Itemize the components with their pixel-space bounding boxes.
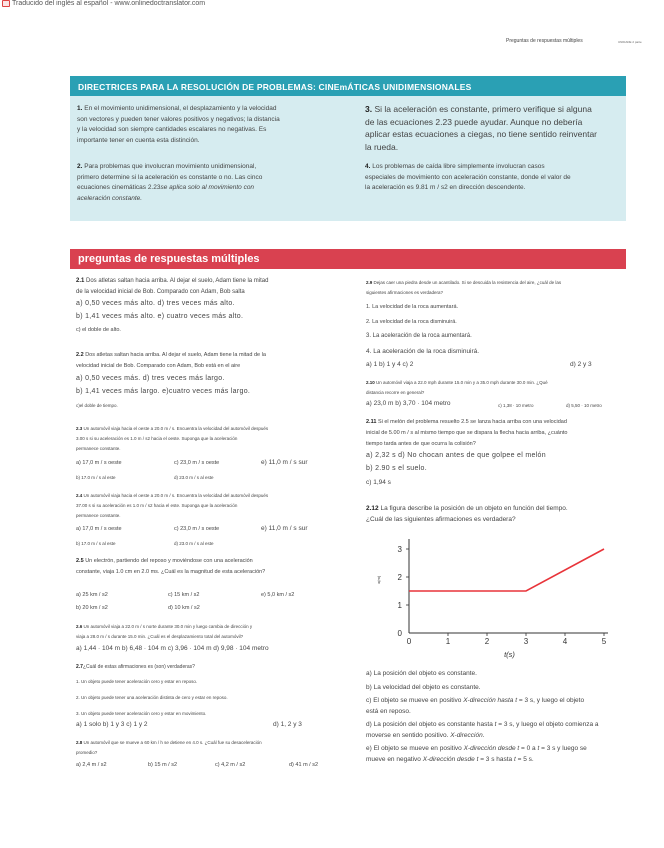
q2-3-option: a) 17,0 m / s oeste: [76, 460, 122, 466]
page-header-title: Preguntas de respuestas múltiples: [506, 38, 583, 44]
position-series-line: [409, 549, 604, 591]
q2-7-options: a) 1 solo b) 1 y 3 c) 1 y 2: [76, 721, 148, 728]
q2-9-statement: 1. La velocidad de la roca aumentará.: [366, 304, 459, 310]
position-time-graph: [366, 533, 616, 663]
q2-12-stem-2: ¿Cuál de las siguientes afirmaciones es verdadera?: [366, 516, 516, 523]
x-tick-label: 5: [601, 637, 607, 646]
q2-10-options: a) 23,0 m b) 3,70 · 104 metro: [366, 400, 451, 407]
q2-6-stem-2: viaja a 28.0 m / s durante 15.0 min. ¿Cuál es el desplazamiento total del automóvil?: [76, 634, 244, 639]
q2-1-option: a) 0,50 veces más alto. d) tres veces más alto.: [76, 300, 235, 307]
q2-3-stem-3: permanece constante.: [76, 446, 121, 451]
q2-11-stem-3: tiempo tarda antes de que ocurra la colisión?: [366, 441, 476, 447]
guidelines-title: DIRECTRICES PARA LA RESOLUCIÓN DE PROBLEMAS: CINEmÁTICAS UNIDIMENSIONALES: [70, 76, 626, 96]
x-tick-label: 0: [406, 637, 412, 646]
q2-5-stem: 2.5 Un electrón, partiendo del reposo y moviéndose con una aceleración: [76, 558, 253, 564]
q2-8-stem-2: promedio?: [76, 750, 98, 755]
q2-11-option: c) 1,94 s: [366, 479, 391, 486]
q2-2-option: c)el doble de tiempo.: [76, 403, 118, 408]
q2-11-stem: 2.11 Si el melón del problema resuelto 2.5 se lanza hacia arriba con una velocidad: [366, 419, 567, 425]
q2-1-option: b) 1,41 veces más alto. e) cuatro veces más alto.: [76, 313, 244, 320]
q2-10-option-c: c) 1,38 · 10 metro: [498, 403, 534, 408]
page-header-unit: UNIDADE 2 parte: [618, 40, 642, 44]
q2-12-option-d: d) La posición del objeto es constante hasta t = 3 s, y luego el objeto comienza a: [366, 721, 599, 728]
y-tick-label: 1: [397, 601, 402, 610]
x-tick-label: 2: [484, 637, 490, 646]
q2-4-option: d) 23.0 m / s al este: [174, 541, 214, 546]
q2-3-stem-2: 3.00 s si su aceleración es 1.0 m / s2 hacia el oeste. Suponga que la aceleración: [76, 436, 238, 441]
q2-6-options: a) 1,44 · 104 m b) 6,48 · 104 m c) 3,96 · 104 m d) 9,98 · 104 metro: [76, 645, 269, 652]
q2-12-option-e: e) El objeto se mueve en positivo X-dirección desde t = 0 a t = 3 s y luego se: [366, 745, 587, 752]
q2-5-option: b) 20 km / s2: [76, 605, 108, 611]
q2-2-stem-2: velocidad inicial de Bob. Comparado con Adam, Bob está en el aire: [76, 363, 241, 369]
q2-9-option-d: d) 2 y 3: [570, 361, 592, 368]
mc-section-title: preguntas de respuestas múltiples: [70, 249, 626, 269]
y-axis-label: x(m): [376, 575, 381, 584]
q2-4-stem-3: permanece constante.: [76, 513, 121, 518]
guideline-3: 3. Si la aceleración es constante, primero verifique si alguna de las ecuaciones 2.23 puede ayudar. Aunque no debería aplicar estas ecuaciones a ciegas, no tiene sentido reinventar la rueda.: [365, 104, 598, 152]
q2-9-statement: 2. La velocidad de la roca disminuirá.: [366, 319, 457, 325]
q2-8-option: c) 4,2 m / s2: [215, 762, 246, 768]
q2-2-option: b) 1,41 veces más largo. e)cuatro veces más largo.: [76, 388, 251, 395]
q2-4-stem: 2.4 Un automóvil viaja hacia el oeste a 20.0 m / s. Encuentra la velocidad del automóvil después: [76, 493, 269, 498]
q2-3-option: b) 17.0 m / s al este: [76, 475, 116, 480]
guidelines-box: [70, 76, 626, 221]
q2-12-option-d-2: moverse en sentido positivo. X-dirección.: [366, 732, 485, 739]
q2-8-option: b) 15 m / s2: [148, 762, 178, 768]
q2-8-option: a) 2,4 m / s2: [76, 762, 107, 768]
q2-5-stem-2: constante, viaja 1.0 cm en 2.0 ms. ¿Cuál es la magnitud de esta aceleración?: [76, 569, 266, 575]
q2-10-option-d: d) 5,50 · 10 metro: [566, 403, 602, 408]
q2-8-option: d) 41 m / s2: [289, 762, 319, 768]
q2-4-option: c) 23,0 m / s oeste: [174, 526, 220, 532]
q2-12-option: b) La velocidad del objeto es constante.: [366, 684, 481, 691]
q2-10-stem-2: distancia recorre en general?: [366, 390, 425, 395]
x-tick-label: 4: [562, 637, 568, 646]
q2-12-option-e-2: mueve en negativo X-dirección desde t = 3 s hasta t = 5 s.: [366, 756, 534, 763]
guideline-1: 1. En el movimiento unidimensional, el desplazamiento y la velocidad son vectores y pueden tener valores positivos y negativos; la distancia y la velocidad son siempre cantidades escalares no negativas. Es importante tener en cuenta esta distinción.: [77, 105, 280, 144]
q2-4-option: a) 17,0 m / s oeste: [76, 526, 122, 532]
q2-10-stem: 2.10 Un automóvil viaja a 22.0 mph durante 15.0 min y a 35.0 mph durante 30.0 min. ¿Qué: [366, 380, 548, 385]
q2-12-stem: 2.12 La figura describe la posición de un objeto en función del tiempo.: [366, 505, 568, 512]
q2-5-option: a) 25 km / s2: [76, 592, 108, 598]
q2-2-stem: 2.2 Dos atletas saltan hacia arriba. Al dejar el suelo, Adam tiene la mitad de la: [76, 352, 266, 358]
x-axis-label: t(s): [504, 650, 515, 659]
q2-12-option: a) La posición del objeto es constante.: [366, 670, 477, 677]
q2-9-statement: 4. La aceleración de la roca disminuirá.: [366, 348, 480, 355]
q2-2-option: a) 0,50 veces más. d) tres veces más largo.: [76, 375, 225, 382]
q2-9-statement: 3. La aceleración de la roca aumentará.: [366, 333, 472, 339]
q2-5-option: e) 5,0 km / s2: [261, 592, 295, 598]
translate-icon: [2, 0, 10, 7]
q2-9-stem-2: siguientes afirmaciones es verdadera?: [366, 290, 444, 295]
q2-7-statement: 1. Un objeto puede tener aceleración cero y estar en reposo.: [76, 679, 198, 684]
q2-4-option: b) 17.0 m / s al este: [76, 541, 116, 546]
q2-12-option-c: c) El objeto se mueve en positivo X-dirección hasta t = 3 s, y luego el objeto: [366, 697, 585, 704]
y-tick-label: 0: [397, 629, 402, 638]
q2-11-option: b) 2.90 s el suelo.: [366, 465, 427, 472]
q2-6-stem: 2.6 Un automóvil viaja a 22.0 m / s norte durante 30.0 min y luego cambia de dirección y: [76, 624, 253, 629]
q2-7-option-d: d) 1, 2 y 3: [273, 721, 302, 728]
q2-5-option: c) 15 km / s2: [168, 592, 200, 598]
guideline-2: 2. Para problemas que involucran movimiento unidimensional, primero determine si la aceleración es constante o no. Las cinco ecuaciones cinemáticas 2.23se aplica solo al movimiento con aceleración constante.: [77, 163, 263, 202]
q2-4-option: e) 11,0 m / s sur: [261, 525, 308, 532]
q2-5-option: d) 10 km / s2: [168, 605, 200, 611]
translator-text: Traducido del inglés al español - www.onlinedoctranslator.com: [12, 0, 206, 7]
x-tick-label: 3: [523, 637, 529, 646]
q2-9-options: a) 1 b) 1 y 4 c) 2: [366, 361, 414, 368]
q2-3-option: d) 23.0 m / s al este: [174, 475, 214, 480]
q2-7-stem: 2.7¿Cuál de estas afirmaciones es (son) verdaderas?: [76, 664, 195, 670]
y-tick-label: 2: [397, 573, 402, 582]
q2-9-stem: 2.9 Dejas caer una piedra desde un acantilado. Si se descuida la resistencia del aire, ¿cuál de las: [366, 280, 562, 285]
q2-3-option: c) 23,0 m / s oeste: [174, 460, 220, 466]
q2-7-statement: 2. Un objeto puede tener una aceleración distinta de cero y estar en reposo.: [76, 695, 228, 700]
translator-banner[interactable]: [2, 0, 205, 7]
x-tick-label: 1: [445, 637, 451, 646]
q2-3-stem: 2.3 Un automóvil viaja hacia el oeste a 20.0 m / s. Encuentra la velocidad del automóvil después: [76, 426, 269, 431]
q2-1-option: c) el doble de alto.: [76, 327, 121, 333]
q2-3-option: e) 11,0 m / s sur: [261, 459, 308, 466]
q2-11-option: a) 2,32 s d) No chocan antes de que golpee el melón: [366, 452, 546, 459]
q2-1-stem: 2.1 Dos atletas saltan hacia arriba. Al dejar el suelo, Adam tiene la mitad: [76, 278, 269, 284]
q2-12-option-c-2: está en reposo.: [366, 708, 411, 715]
y-tick-label: 3: [397, 545, 402, 554]
q2-11-stem-2: inicial de 5.00 m / s al mismo tiempo que se dispara la flecha hacia arriba, ¿cuánto: [366, 430, 568, 436]
q2-4-stem-2: 37.00 s si su aceleración es 1.0 m / s2 hacia el este. Suponga que la aceleración: [76, 503, 238, 508]
q2-7-statement: 3. Un objeto puede tener aceleración cero y estar en movimiento.: [76, 711, 207, 716]
guideline-4: 4. Los problemas de caída libre simplemente involucran casos especiales de movimiento con aceleración constante, donde el valor de la aceleración es 9.81 m / s2 en dirección descendente.: [365, 163, 571, 191]
q2-1-stem-2: de la velocidad inicial de Bob. Comparado con Adam, Bob salta: [76, 289, 245, 295]
q2-8-stem: 2.8 Un automóvil que se mueve a 60 km / h se detiene en 4.0 s. ¿Cuál fue su desaceleración: [76, 740, 262, 745]
